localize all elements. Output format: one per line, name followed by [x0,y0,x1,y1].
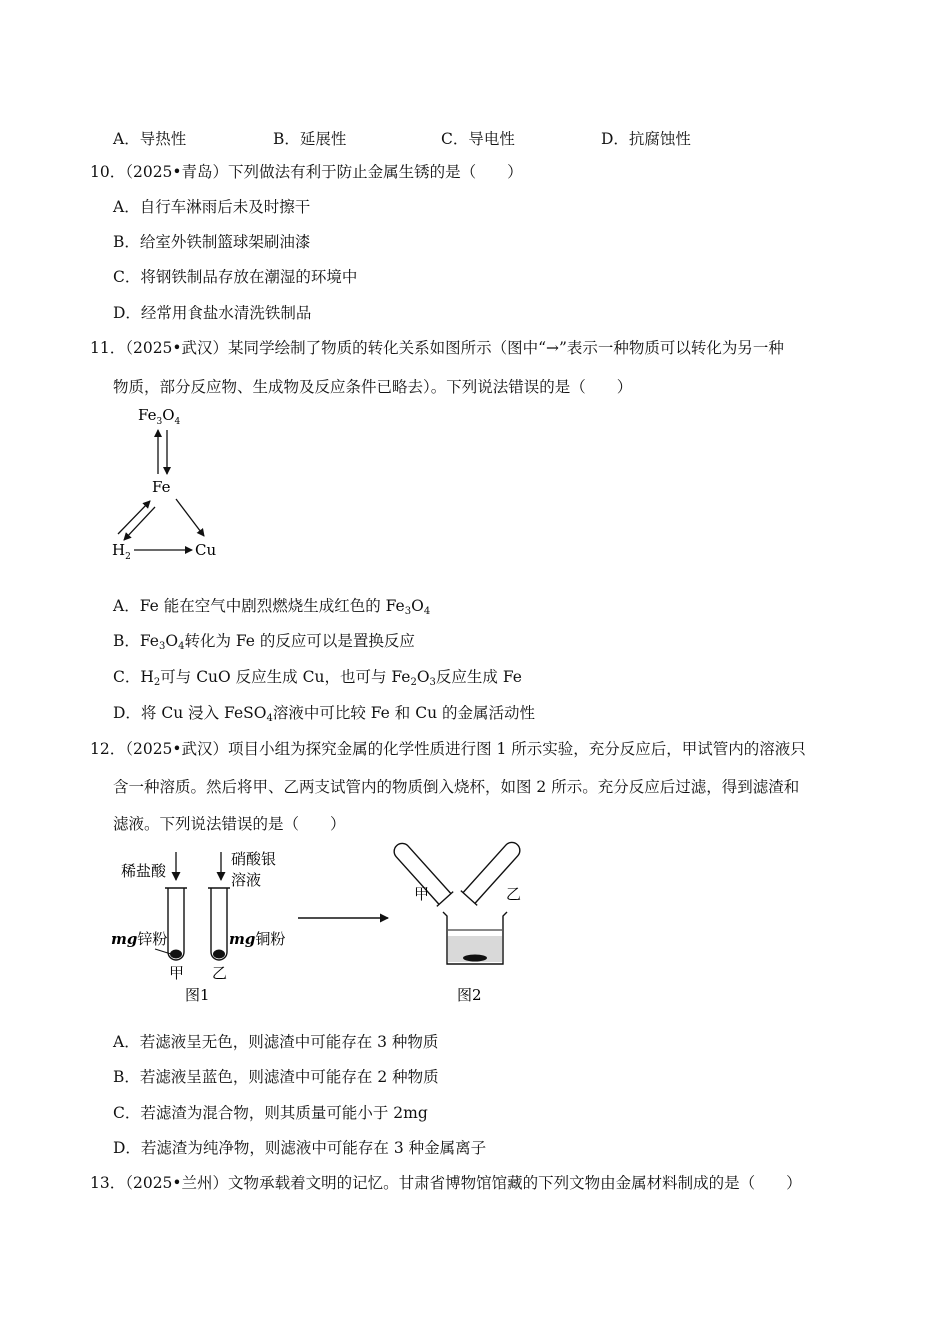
zinc-powder [170,950,182,959]
q11-option-b: B．$Fe_3O_4$转化为 Fe 的反应可以是置换反应 [113,632,415,652]
label-copper: mg铜粉 [229,930,286,948]
q12-option-c: C．若滤渣为混合物，则其质量可能小于 2mg [113,1104,428,1122]
label-silver-nitrate-1: 硝酸银 [231,850,277,868]
label-dilute-hcl: 稀盐酸 [121,862,167,880]
q9-option-b: B．延展性 [273,130,347,148]
label-fig2-yi: 乙 [506,885,522,903]
q10-stem: 10．（2025•青岛）下列做法有利于防止金属生锈的是（ ） [90,163,523,181]
label-zinc: mg锌粉 [111,930,168,948]
q12-stem-line3: 滤液。下列说法错误的是（ ） [113,815,346,833]
label-fig2-jia: 甲 [414,885,430,903]
q11-stem-line2: 物质，部分反应物、生成物及反应条件已略去）。下列说法错误的是（ ） [113,378,633,396]
test-tube-yi [211,888,227,960]
q9-option-a: A．导热性 [113,130,187,148]
q12-stem-line1: 12．（2025•武汉）项目小组为探究金属的化学性质进行图 1 所示实验，充分反应后，甲试管内的溶液只 [90,740,806,758]
node-cu: Cu [195,541,217,559]
q12-stem-line2: 含一种溶质。然后将甲、乙两支试管内的物质倒入烧杯，如图 2 所示。充分反应后过滤，得到滤渣和 [113,778,800,796]
q11-option-c: C．$H_2$可与 CuO 反应生成 Cu，也可与 $Fe_2O_3$反应生成 Fe [113,668,522,688]
label-silver-nitrate-2: 溶液 [231,871,262,889]
node-h2: $H_2$ [112,541,131,562]
q9-option-d: D．抗腐蚀性 [601,130,691,148]
beaker-residue [463,955,487,962]
caption-figure1: 图1 [185,986,210,1004]
test-tube-jia [168,888,184,960]
q9-option-c: C．导电性 [441,130,515,148]
caption-figure2: 图2 [457,986,482,1004]
q12-option-d: D．若滤渣为纯净物，则滤液中可能存在 3 种金属离子 [113,1139,487,1157]
node-fe3o4: $Fe_3O_4$ [138,406,181,427]
q12-option-b: B．若滤液呈蓝色，则滤渣中可能存在 2 种物质 [113,1068,439,1086]
label-tube-yi: 乙 [212,964,228,982]
q13-stem: 13．（2025•兰州）文物承载着文明的记忆。甘肃省博物馆馆藏的下列文物由金属材料制成的是（ ） [90,1174,802,1192]
arrow-fe-to-cu [176,499,204,536]
q11-option-a: A．Fe 能在空气中剧烈燃烧生成红色的 $Fe_3O_4$ [113,597,431,617]
q11-stem-line1: 11．（2025•武汉）某同学绘制了物质的转化关系如图所示（图中“→”表示一种物质可以转化为另一种 [90,339,784,357]
q10-option-a: A．自行车淋雨后未及时擦干 [113,198,311,216]
q10-option-d: D．经常用食盐水清洗铁制品 [113,304,312,322]
label-tube-jia: 甲 [169,964,185,982]
q12-option-a: A．若滤液呈无色，则滤渣中可能存在 3 种物质 [113,1033,439,1051]
q10-option-c: C．将钢铁制品存放在潮湿的环境中 [113,268,358,286]
q11-option-d: D．将 Cu 浸入 FeSO$_4$溶液中可比较 Fe 和 Cu 的金属活动性 [113,704,535,724]
q11-conversion-diagram [100,400,240,570]
q12-experiment-figure [105,840,545,1010]
copper-powder [213,950,225,959]
q10-option-b: B．给室外铁制篮球架刷油漆 [113,233,311,251]
node-fe: Fe [152,478,171,496]
